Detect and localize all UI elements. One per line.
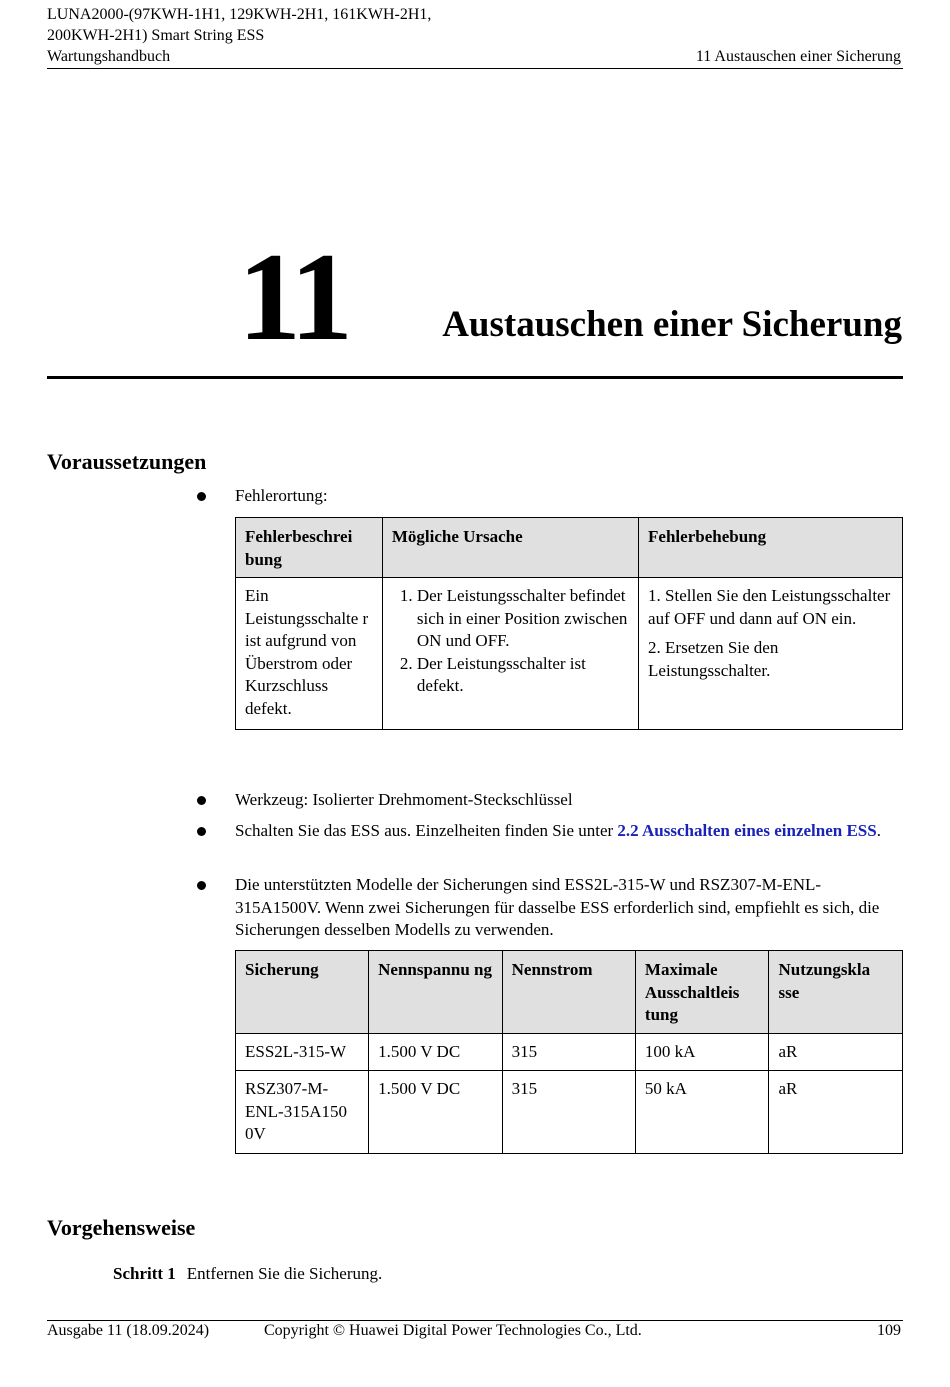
fix-step: 2. Ersetzen Sie den Leistungsschalter. xyxy=(648,638,779,680)
bullet-fault-location xyxy=(235,485,903,508)
chapter-divider xyxy=(47,376,903,379)
bullet-dot xyxy=(197,881,206,890)
step-label: Schritt 1 xyxy=(113,1264,176,1283)
fix-step: 1. Stellen Sie den Leistungsschalter auf OFF und dann auf ON ein. xyxy=(648,586,891,628)
table-cell: aR xyxy=(769,1033,903,1071)
bullet-text: Die unterstützten Modelle der Sicherungen sind ESS2L-315-W und RSZ307-M-ENL-315A1500V. Wenn zwei Sicherungen für dasselbe ESS erforderlich sind, empfiehlt es sich, die Sicherungen desselben Modells zu verwenden. xyxy=(235,875,880,939)
table-cell: 1.500 V DC xyxy=(369,1033,503,1071)
table-header-cell: Mögliche Ursache xyxy=(382,518,638,578)
chapter-title: Austauschen einer Sicherung xyxy=(442,304,902,345)
table-header-row xyxy=(236,518,903,578)
bullet-text: Fehlerortung: xyxy=(235,486,328,505)
list-item: 2. Der Leistungsschalter ist defekt. xyxy=(417,653,629,698)
document-title-line2: 200KWH-2H1) Smart String ESS xyxy=(47,27,265,44)
table-cell: 1.500 V DC xyxy=(369,1071,503,1154)
step-text: Entfernen Sie die Sicherung. xyxy=(186,1264,383,1283)
table-header-row xyxy=(236,951,903,1034)
bullet-dot xyxy=(197,796,206,805)
page-number: 109 xyxy=(877,1322,901,1339)
document-title-line1: LUNA2000-(97KWH-1H1, 129KWH-2H1, 161KWH-2H1, xyxy=(47,6,432,23)
fault-description-cell: Ein Leistungsschalte r ist aufgrund von Überstrom oder Kurzschluss defekt. xyxy=(236,578,383,730)
table-row xyxy=(236,1033,903,1071)
table-header-cell: Fehlerbeschrei bung xyxy=(236,518,383,578)
section-heading-prerequisites: Voraussetzungen xyxy=(47,449,207,474)
header-divider xyxy=(47,68,903,69)
bullet-power-off xyxy=(235,820,903,843)
table-header-cell: Nennstrom xyxy=(502,951,635,1034)
table-cell: aR xyxy=(769,1071,903,1154)
bullet-text: Werkzeug: Isolierter Drehmoment-Steckschlüssel xyxy=(235,790,573,809)
table-row xyxy=(236,578,903,730)
bullet-text: Schalten Sie das ESS aus. Einzelheiten finden Sie unter xyxy=(235,821,618,840)
cause-list xyxy=(392,585,629,698)
table-cell: RSZ307-M-ENL-315A150 0V xyxy=(236,1071,369,1154)
bullet-text-suffix: . xyxy=(876,821,881,840)
footer-copyright: Copyright © Huawei Digital Power Technologies Co., Ltd. xyxy=(264,1322,642,1339)
bullet-dot xyxy=(197,827,206,836)
fault-table xyxy=(235,517,903,730)
table-header-cell: Nutzungskla sse xyxy=(769,951,903,1034)
footer-edition: Ausgabe 11 (18.09.2024) xyxy=(47,1322,210,1339)
chapter-number: 11 xyxy=(238,228,350,367)
table-cell: 100 kA xyxy=(635,1033,769,1071)
bullet-dot xyxy=(197,492,206,501)
bullet-supported-models xyxy=(235,874,903,942)
fix-cell xyxy=(639,578,903,730)
cross-reference-link[interactable]: 2.2 Ausschalten eines einzelnen ESS xyxy=(617,821,877,840)
table-header-cell: Sicherung xyxy=(236,951,369,1034)
document-type: Wartungshandbuch xyxy=(47,48,171,65)
possible-cause-cell xyxy=(382,578,638,730)
bullet-tool xyxy=(235,789,903,812)
document-title xyxy=(47,4,431,67)
table-cell: 315 xyxy=(502,1033,635,1071)
fuse-table xyxy=(235,950,903,1154)
table-row xyxy=(236,1071,903,1154)
table-cell: 315 xyxy=(502,1071,635,1154)
table-cell: ESS2L-315-W xyxy=(236,1033,369,1071)
table-cell: 50 kA xyxy=(635,1071,769,1154)
procedure-step xyxy=(113,1263,382,1285)
list-item: 1. Der Leistungsschalter befindet sich in einer Position zwischen ON und OFF. xyxy=(417,585,629,653)
table-header-cell: Maximale Ausschaltleis tung xyxy=(635,951,769,1034)
table-header-cell: Nennspannu ng xyxy=(369,951,503,1034)
table-header-cell: Fehlerbehebung xyxy=(639,518,903,578)
header-chapter-ref: 11 Austauschen einer Sicherung xyxy=(695,48,901,65)
section-heading-procedure: Vorgehensweise xyxy=(47,1215,196,1240)
